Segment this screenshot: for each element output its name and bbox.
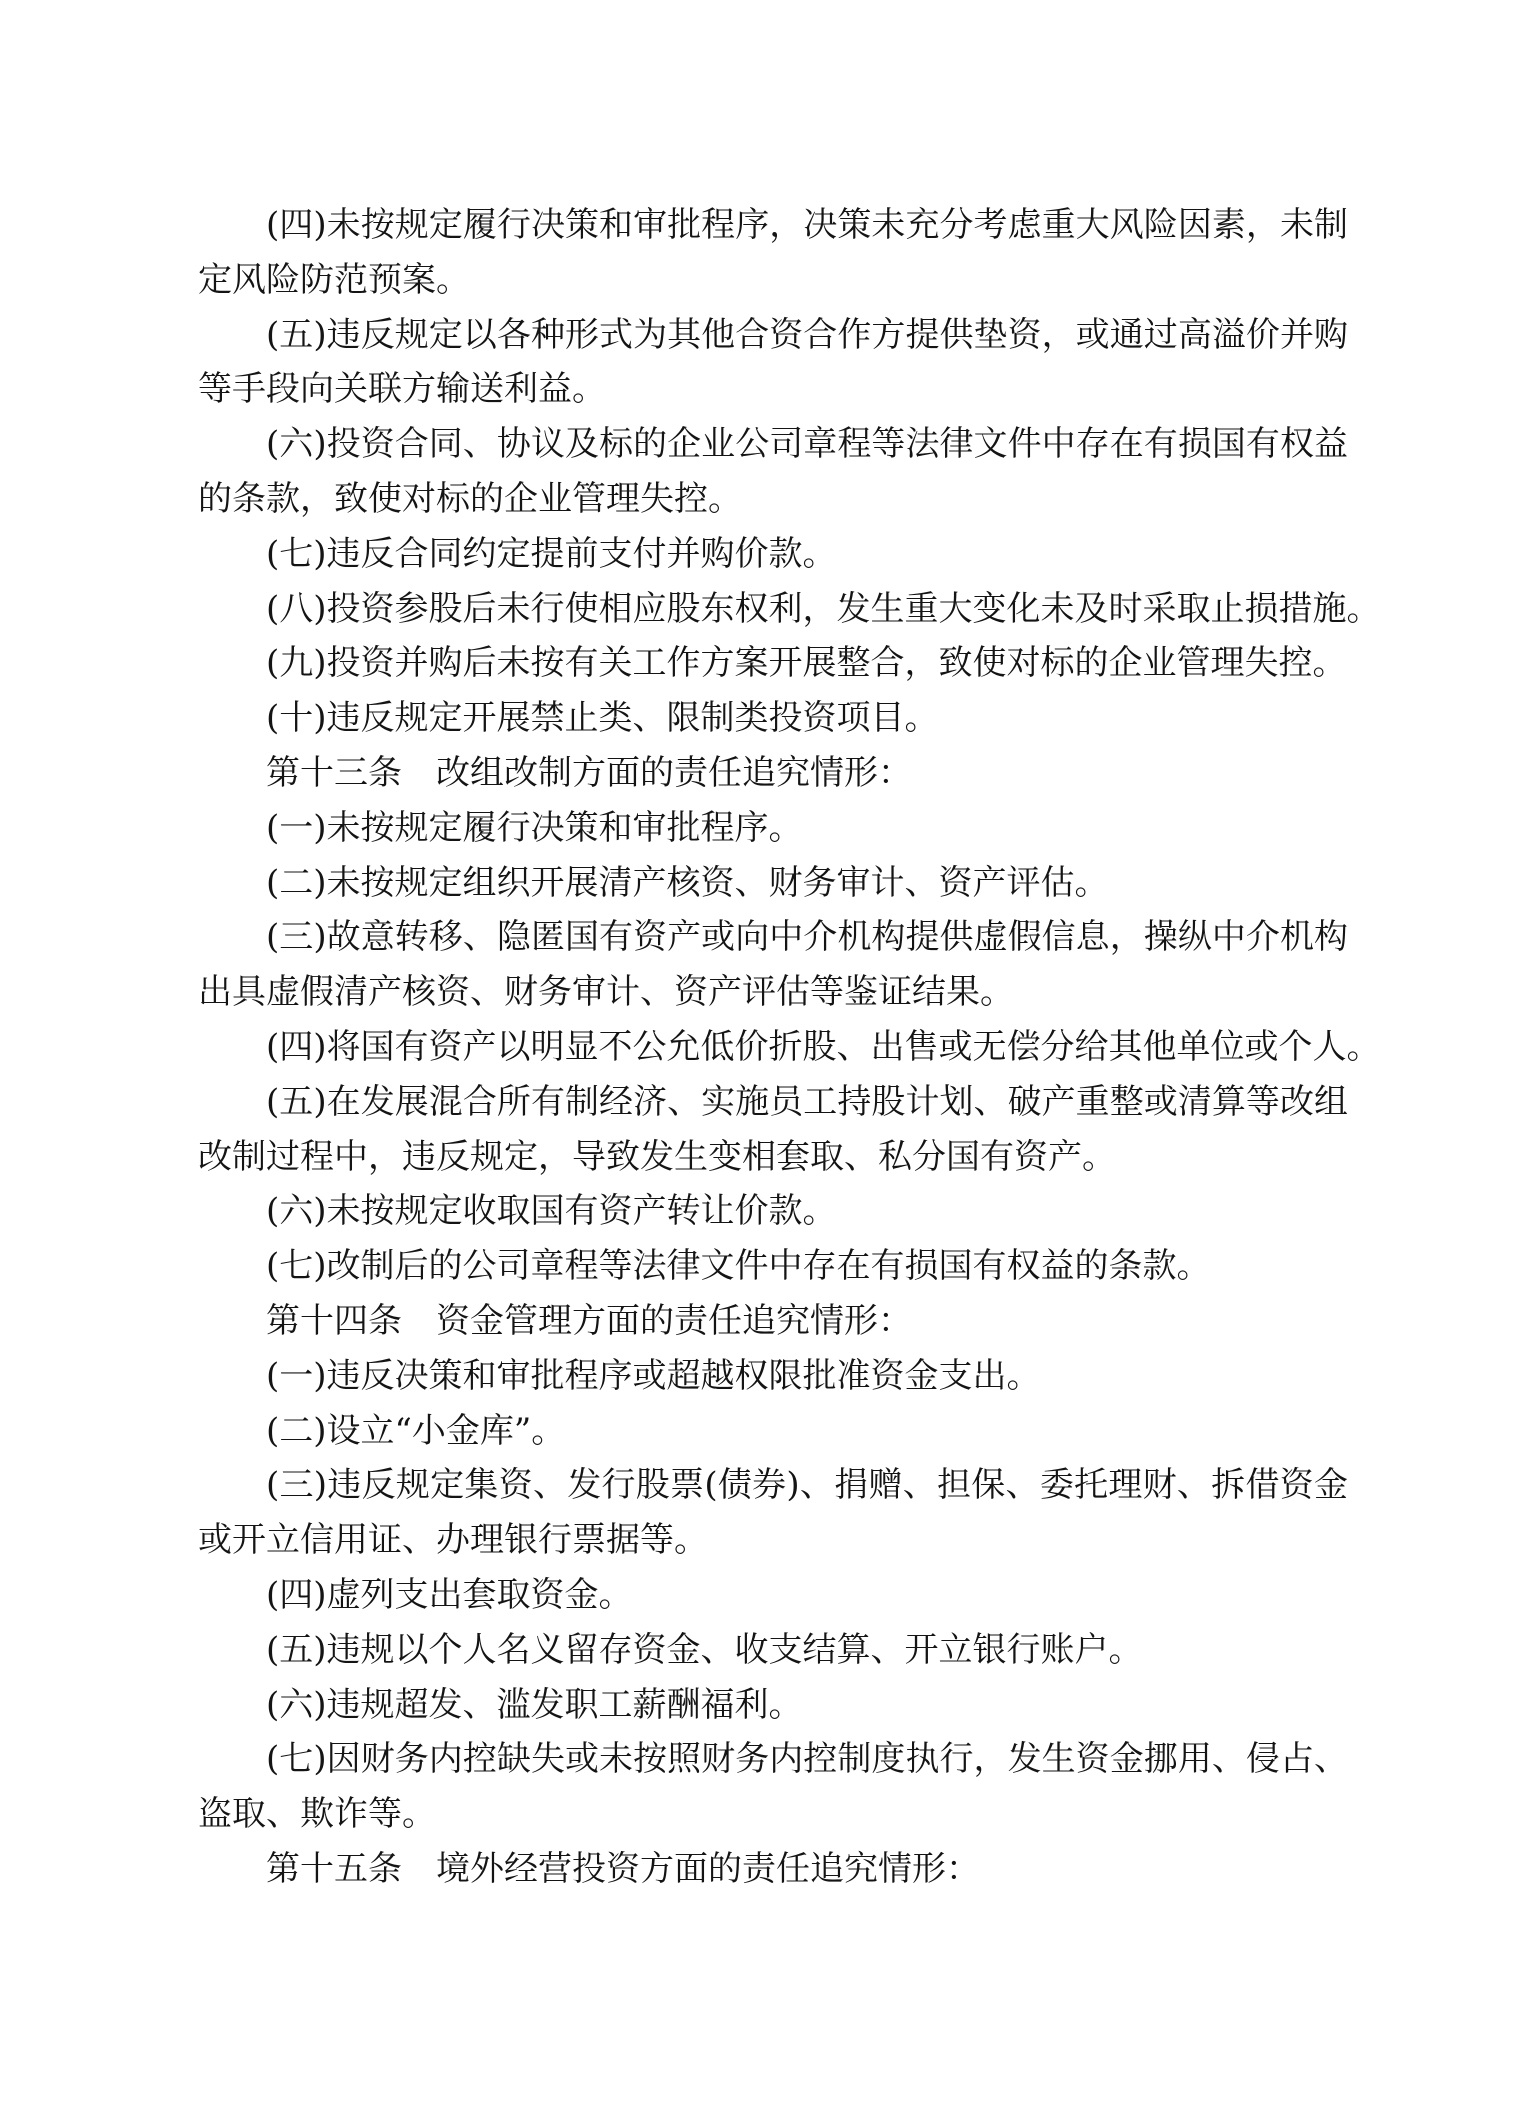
paragraph-13-item-1: (一)未按规定履行决策和审批程序。 — [266, 807, 803, 848]
article-14-title: 资金管理方面的责任追究情形： — [436, 1300, 912, 1341]
article-13-title: 改组改制方面的责任追究情形： — [436, 752, 912, 793]
paragraph-14-item-4: (四)虚列支出套取资金。 — [266, 1574, 633, 1615]
paragraph-14-item-3: (三)违反规定集资、发行股票(债券)、捐赠、担保、委托理财、拆借资金或开立信用证、办理银行票据等。 — [198, 1465, 1348, 1561]
article-14-heading — [198, 1294, 1348, 1349]
article-15-number: 第十五条 — [266, 1848, 402, 1889]
paragraph-14-item-7: (七)因财务内控缺失或未按照财务内控制度执行，发生资金挪用、侵占、盗取、欺诈等。 — [198, 1739, 1348, 1835]
paragraph-14-item-1: (一)违反决策和审批程序或超越权限批准资金支出。 — [266, 1355, 1041, 1396]
article-13-heading — [198, 746, 1348, 801]
paragraph-13-item-3: (三)故意转移、隐匿国有资产或向中介机构提供虚假信息，操纵中介机构出具虚假清产核资、财务审计、资产评估等鉴证结果。 — [198, 917, 1348, 1013]
paragraph-13-item-7: (七)改制后的公司章程等法律文件中存在有损国有权益的条款。 — [266, 1246, 1211, 1287]
article-15-title: 境外经营投资方面的责任追究情形： — [436, 1848, 980, 1889]
paragraph-13-item-5: (五)在发展混合所有制经济、实施员工持股计划、破产重整或清算等改组改制过程中，违反规定，导致发生变相套取、私分国有资产。 — [198, 1081, 1348, 1177]
paragraph-item-9-integration: (九)投资并购后未按有关工作方案开展整合，致使对标的企业管理失控。 — [266, 643, 1347, 684]
document-body — [198, 198, 1381, 1897]
paragraph-13-item-2: (二)未按规定组织开展清产核资、财务审计、资产评估。 — [266, 862, 1109, 903]
paragraph-14-item-6: (六)违规超发、滥发职工薪酬福利。 — [266, 1684, 803, 1725]
paragraph-item-6-contract-clauses: (六)投资合同、协议及标的企业公司章程等法律文件中存在有损国有权益的条款，致使对标的企业管理失控。 — [198, 424, 1348, 519]
paragraph-14-item-5: (五)违规以个人名义留存资金、收支结算、开立银行账户。 — [266, 1629, 1143, 1670]
paragraph-13-item-4: (四)将国有资产以明显不公允低价折股、出售或无偿分给其他单位或个人。 — [266, 1026, 1381, 1067]
paragraph-13-item-6: (六)未按规定收取国有资产转让价款。 — [266, 1191, 837, 1232]
paragraph-14-item-2: (二)设立“小金库”。 — [266, 1410, 566, 1451]
paragraph-item-5-advance-funds: (五)违反规定以各种形式为其他合资合作方提供垫资，或通过高溢价并购等手段向关联方输送利益。 — [198, 314, 1348, 410]
paragraph-item-7-early-payment: (七)违反合同约定提前支付并购价款。 — [266, 533, 837, 574]
article-14-number: 第十四条 — [266, 1300, 402, 1341]
paragraph-item-4-risk-plan: (四)未按规定履行决策和审批程序，决策未充分考虑重大风险因素，未制定风险防范预案。 — [198, 205, 1348, 300]
paragraph-item-10-prohibited-projects: (十)违反规定开展禁止类、限制类投资项目。 — [266, 698, 939, 739]
article-13-number: 第十三条 — [266, 752, 402, 793]
article-15-heading — [198, 1842, 1348, 1897]
paragraph-item-8-shareholder-rights: (八)投资参股后未行使相应股东权利，发生重大变化未及时采取止损措施。 — [266, 588, 1381, 629]
